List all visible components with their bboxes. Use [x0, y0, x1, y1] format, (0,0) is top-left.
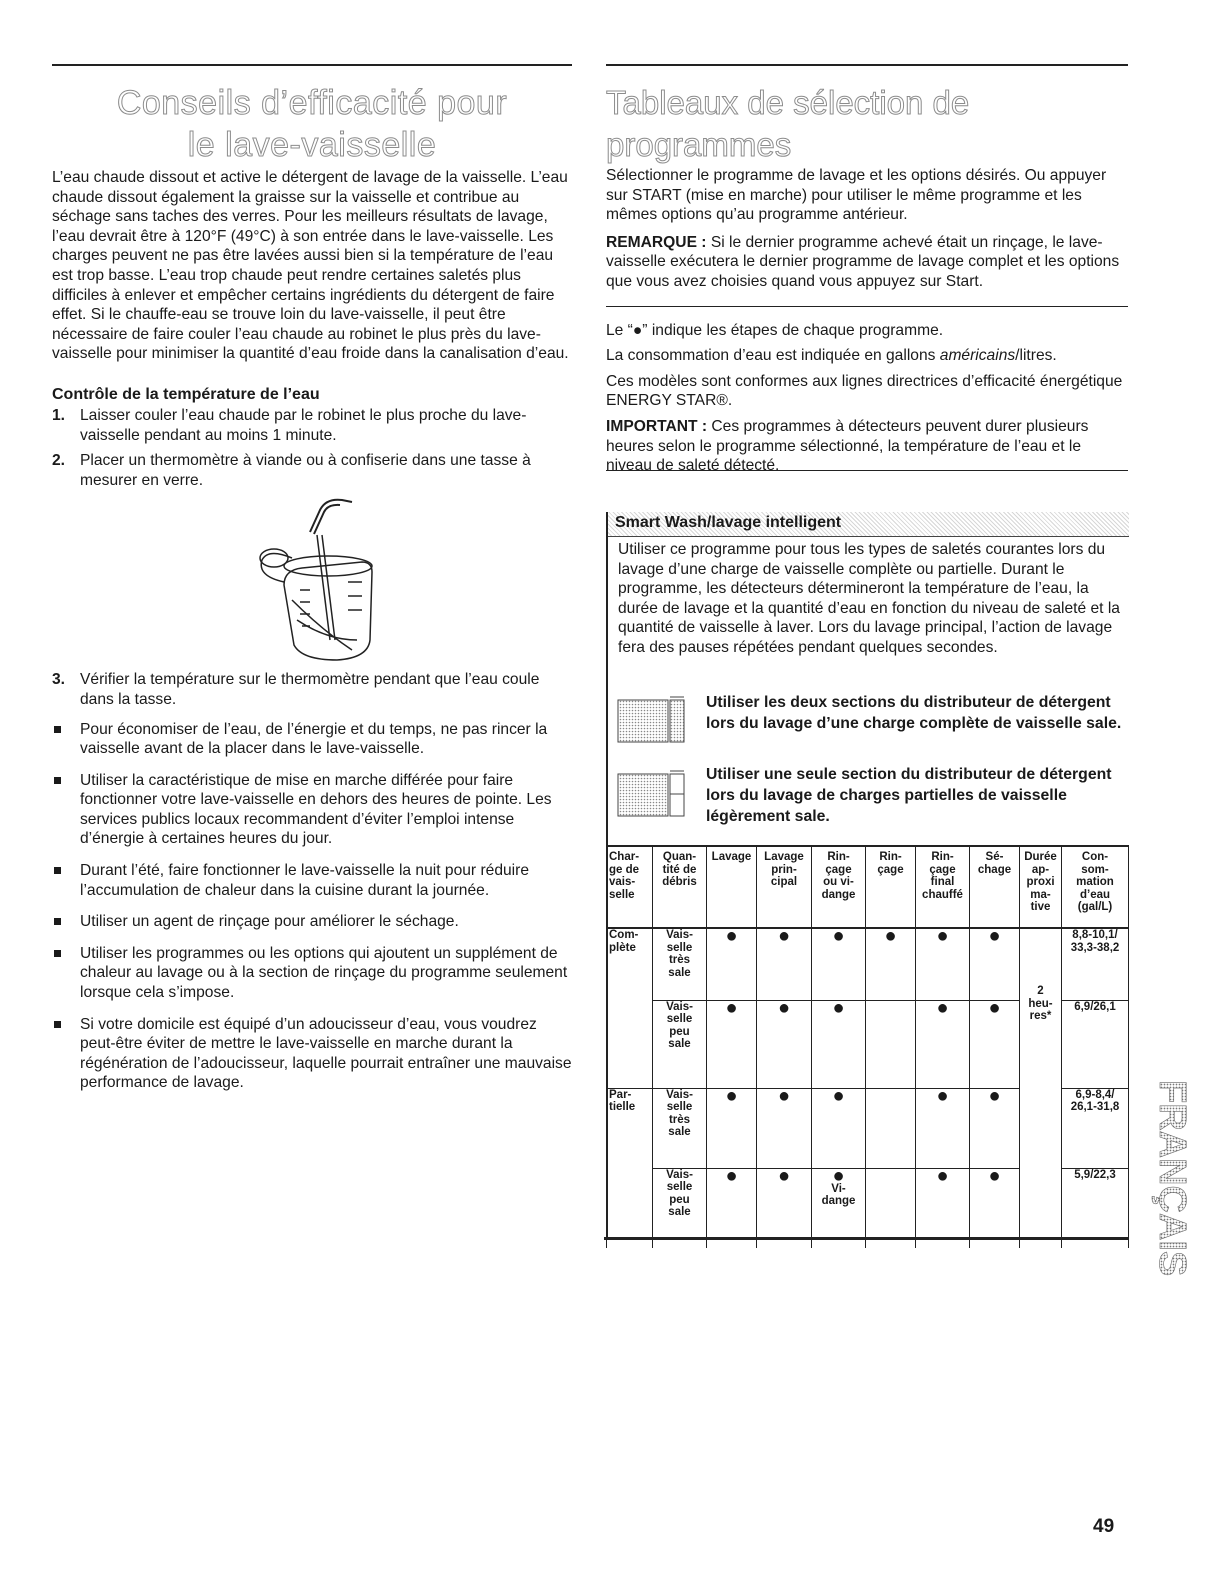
water-cell: 5,9/22,3 — [1062, 1168, 1129, 1248]
smart-wash-heading: Smart Wash/lavage intelligent — [615, 514, 842, 531]
final-rinse-cell: ● — [916, 928, 970, 1000]
final-rinse-cell: ● — [916, 1168, 970, 1248]
tip-item: Pour économiser de l’eau, de l’énergie et du temps, ne pas rincer la vaisselle avant de la placer dans le lave-vaisselle. — [52, 720, 572, 759]
load-complete-cell: Com- plète — [607, 928, 653, 1088]
water-cell: 8,8-10,1/ 33,3-38,2 — [1062, 928, 1129, 1000]
main-wash-cell: ● — [757, 1168, 812, 1248]
remark-paragraph: REMARQUE : Si le dernier programme achevé était un rinçage, le lave-vaisselle exécutera le dernier programme de lavage complet et les options que vous avez choisies quand vous appuyez sur Start. — [606, 233, 1120, 290]
smart-wash-header — [608, 512, 1129, 537]
main-wash-cell: ● — [757, 1000, 812, 1088]
col-soil: Quan- tité de débris — [653, 846, 707, 928]
program-intro: Sélectionner le programme de lavage et les options désirés. Ou appuyer sur START (mise en marche) pour utiliser le même programme et les mêmes options qu’au programme antérieur. — [606, 167, 1107, 224]
col-water: Con- som- mation d’eau (gal/L) — [1062, 846, 1129, 928]
notes-bottom-rule — [606, 470, 1128, 471]
program-tables-title: Tableaux de sélection de programmes — [606, 84, 970, 163]
dry-cell: ● — [970, 928, 1020, 1000]
full-dispenser-icon — [616, 694, 686, 746]
soil-cell: Vais- selle peu sale — [653, 1168, 707, 1248]
rinse-drain-cell: ● — [812, 1088, 866, 1168]
tip-item: Durant l’été, faire fonctionner le lave-vaisselle la nuit pour réduire l’accumulation de chaleur dans la cuisine durant la journée. — [52, 861, 572, 900]
water-units-note: La consommation d’eau est indiquée en gallons américains/litres. — [606, 347, 1057, 365]
tip-item: Si votre domicile est équipé d’un adoucisseur d’eau, vous voudrez peut-être éviter de mettre le lave-vaisselle en marche durant la régénération de l’adoucisseur, laquelle pourrait entraîner une mauvaise performance de lavage. — [52, 1015, 572, 1093]
step-2: 2. Placer un thermomètre à viande ou à confiserie dans une tasse à mesurer en verre. — [52, 452, 531, 489]
intro-paragraph: L’eau chaude dissout et active le détergent de lavage de la vaisselle. L’eau chaude dissout également la graisse sur la vaisselle et contribue au séchage sans taches des verres. Pour les meilleurs résultats de lavage, l’eau devrait être à 120°F (49°C) à son entrée dans le lave-vaisselle. Les charges peuvent ne pas être lavées aussi bien si la température de l’eau est trop basse. L’eau trop chaude peut rendre certaines saletés plus difficiles à enlever et empêcher certains ingrédients du détergent de faire effet. Si le chauffe-eau se trouve loin du lave-vaisselle, il peut être nécessaire de faire couler l’eau chaude au robinet le plus près du lave-vaisselle pour minimiser la quantité d’eau froide dans la canalisation d’eau. — [52, 169, 569, 363]
partial-load-note: Utiliser une seule section du distributeur de détergent lors du lavage de charges partielles de vaisselle légèrement sale. — [706, 766, 1112, 825]
col-duration: Durée ap- proxi ma- tive — [1020, 846, 1062, 928]
partial-dispenser-icon — [616, 768, 686, 820]
notes-block — [606, 306, 1128, 476]
table-header-row — [607, 846, 1129, 928]
soil-cell: Vais- selle très sale — [653, 1088, 707, 1168]
smart-wash-description: Utiliser ce programme pour tous les types de saletés courantes lors du lavage d’une charge de vaisselle complète ou partielle. Durant le programme, les détecteurs détermineront la température de l’eau, la durée de lavage et la quantité d’eau en fonction du niveau de saleté et la quantité de vaisselle à laver. Lors du lavage principal, l’action de lavage fera des pauses répétées pendant quelques secondes. — [618, 541, 1120, 656]
tips-list — [52, 720, 572, 1094]
language-side-tab — [1148, 1070, 1196, 1350]
water-cell: 6,9-8,4/ 26,1-31,8 — [1062, 1088, 1129, 1168]
title-line-1: Conseils d’efficacité pour — [116, 84, 508, 122]
measuring-cup-icon — [52, 490, 572, 670]
energy-star-note: Ces modèles sont conformes aux lignes directrices d’efficacité énergétique ENERGY STAR®. — [606, 372, 1123, 410]
rinse-drain-cell: ● Vi- dange — [812, 1168, 866, 1248]
dry-cell: ● — [970, 1168, 1020, 1248]
dry-cell: ● — [970, 1000, 1020, 1088]
tip-item: Utiliser les programmes ou les options qui ajoutent un supplément de chaleur au lavage ou à la section de rinçage du programme seulement lorsque cela s’impose. — [52, 944, 572, 1003]
full-load-note: Utiliser les deux sections du distributeur de détergent lors du lavage d’une charge complète de vaisselle sale. — [706, 694, 1122, 732]
side-tab-label: FRANÇAIS — [1151, 1080, 1193, 1277]
water-cell: 6,9/26,1 — [1062, 1000, 1129, 1088]
col-dry: Sé- chage — [970, 846, 1020, 928]
top-rule-right — [606, 64, 1128, 66]
rinse-cell — [866, 1088, 916, 1168]
rinse-cell — [866, 1000, 916, 1088]
soil-cell: Vais- selle très sale — [653, 928, 707, 1000]
table-bottom-bar — [604, 1237, 1128, 1240]
final-rinse-cell: ● — [916, 1000, 970, 1088]
dry-cell: ● — [970, 1088, 1020, 1168]
program-selection-table — [606, 845, 1129, 1248]
wash-cell: ● — [707, 928, 757, 1000]
rinse-drain-cell: ● — [812, 928, 866, 1000]
rinse-cell — [866, 1168, 916, 1248]
left-column — [52, 82, 572, 1105]
temperature-steps — [52, 406, 572, 490]
col-load: Char- ge de vais- selle — [607, 846, 653, 928]
important-note: IMPORTANT : Ces programmes à détecteurs peuvent durer plusieurs heures selon le programme sélectionné, la température de l’eau et le niveau de saleté détecté. — [606, 417, 1089, 475]
wash-cell: ● — [707, 1168, 757, 1248]
wash-cell: ● — [707, 1088, 757, 1168]
title-line-2: le lave-vaisselle — [187, 126, 437, 164]
col-final-rinse: Rin- çage final chauffé — [916, 846, 970, 928]
col-main-wash: Lavage prin- cipal — [757, 846, 812, 928]
step-1: 1. Laisser couler l’eau chaude par le robinet le plus proche du lave-vaisselle pendant au moins 1 minute. — [52, 406, 527, 444]
col-rinse-drain: Rin- çage ou vi- dange — [812, 846, 866, 928]
efficiency-title — [52, 82, 572, 166]
col-wash: Lavage — [707, 846, 757, 928]
main-wash-cell: ● — [757, 928, 812, 1000]
main-wash-cell: ● — [757, 1088, 812, 1168]
tip-item: Utiliser la caractéristique de mise en marche différée pour faire fonctionner votre lave-vaisselle en dehors des heures de pointe. Les services publics locaux recommandent d’éviter l’emploi intense d’énergie à certaines heures du jour. — [52, 771, 572, 849]
step-3: 3. Vérifier la température sur le thermomètre pendant que l’eau coule dans la tasse. — [52, 671, 540, 708]
duration-cell: 2 heu- res* — [1020, 928, 1062, 1248]
load-partial-cell: Par- tielle — [607, 1088, 653, 1248]
wash-cell: ● — [707, 1000, 757, 1088]
col-rinse: Rin- çage — [866, 846, 916, 928]
right-column — [606, 82, 1128, 476]
rinse-drain-cell: ● — [812, 1000, 866, 1088]
top-rule-left — [52, 64, 572, 66]
table-row — [607, 928, 1129, 1000]
thermometer-cup-illustration — [52, 490, 572, 670]
final-rinse-cell: ● — [916, 1088, 970, 1168]
page-number: 49 — [1093, 1516, 1115, 1537]
temperature-subhead: Contrôle de la température de l’eau — [52, 385, 320, 403]
dot-legend: Le “●” indique les étapes de chaque programme. — [606, 321, 944, 339]
soil-cell: Vais- selle peu sale — [653, 1000, 707, 1088]
tip-item: Utiliser un agent de rinçage pour améliorer le séchage. — [52, 912, 572, 932]
temperature-steps-cont — [52, 670, 572, 709]
rinse-cell: ● — [866, 928, 916, 1000]
